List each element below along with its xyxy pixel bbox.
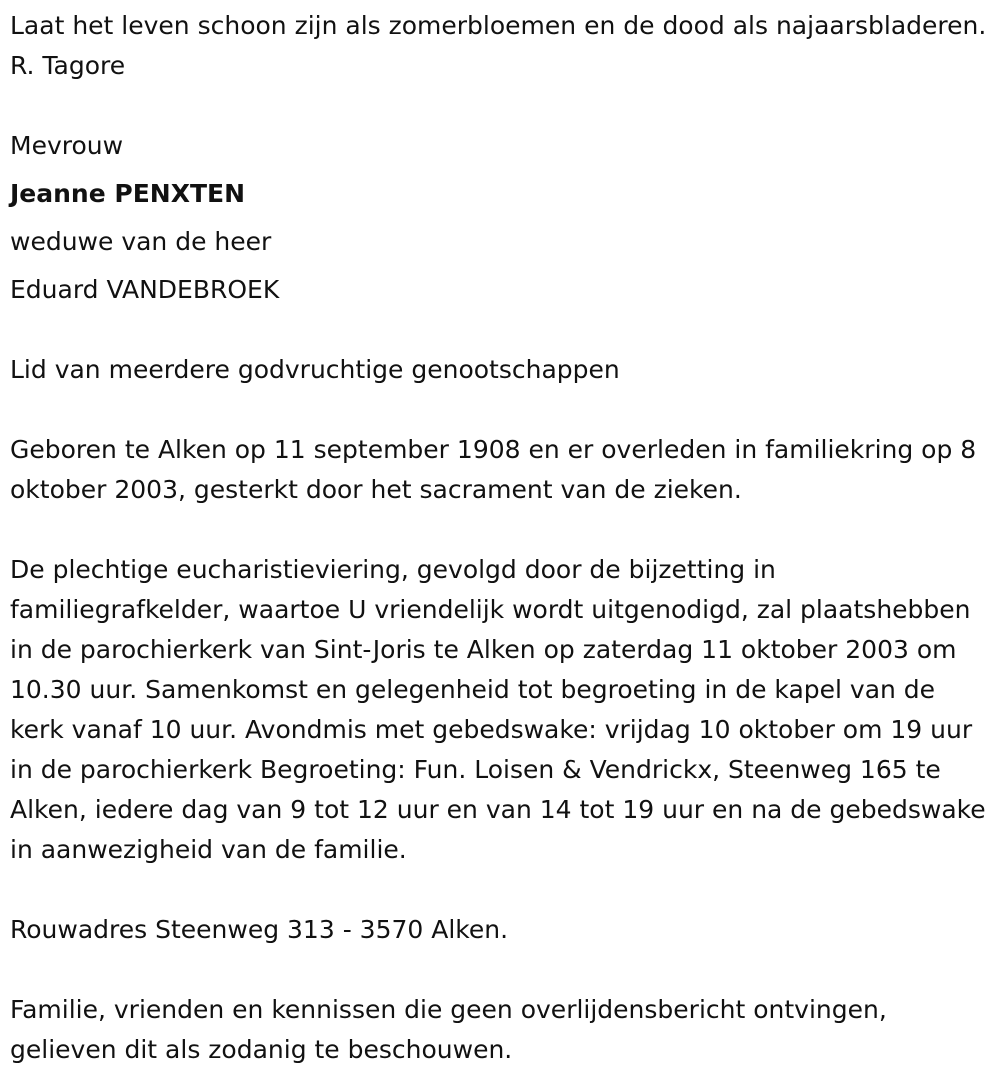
- address-text: Rouwadres Steenweg 313 - 3570 Alken.: [10, 915, 509, 944]
- quote-text: Laat het leven schoon zijn als zomerbloemen en de dood als najaarsbladeren. R. Tagore: [10, 11, 987, 80]
- ceremony-text: De plechtige eucharistieviering, gevolgd door de bijzetting in familiegrafkelder, waartoe U vriendelijk wordt uitgenodigd, zal plaatshebben in de parochierkerk van Sint-Joris te Alken op zaterdag 11 oktober 2003 om 10.30 uur. Samenkomst en gelegenheid tot begroeting in de kapel van de kerk vanaf 10 uur. Avondmis met gebedswake: vrijdag 10 oktober om 19 uur in de parochierkerk Begroeting: Fun. Loisen & Vendrickx, Steenweg 165 te Alken, iedere dag van 9 tot 12 uur en van 14 tot 19 uur en na de gebedswake in aanwezigheid van de familie.: [10, 555, 986, 864]
- membership-text: Lid van meerdere godvruchtige genootschappen: [10, 355, 620, 384]
- title-text: Mevrouw: [10, 131, 124, 160]
- deceased-name: Jeanne PENXTEN: [10, 179, 246, 208]
- widow-of-text: weduwe van de heer: [10, 227, 272, 256]
- closing-text: Familie, vrienden en kennissen die geen overlijdensbericht ontvingen, gelieven dit als zodanig te beschouwen.: [10, 995, 887, 1064]
- spouse-name: Eduard VANDEBROEK: [10, 275, 280, 304]
- birth-death-text: Geboren te Alken op 11 september 1908 en er overleden in familiekring op 8 oktober 2003, gesterkt door het sacrament van de zieken.: [10, 435, 977, 504]
- obituary-document: [10, 6, 990, 1070]
